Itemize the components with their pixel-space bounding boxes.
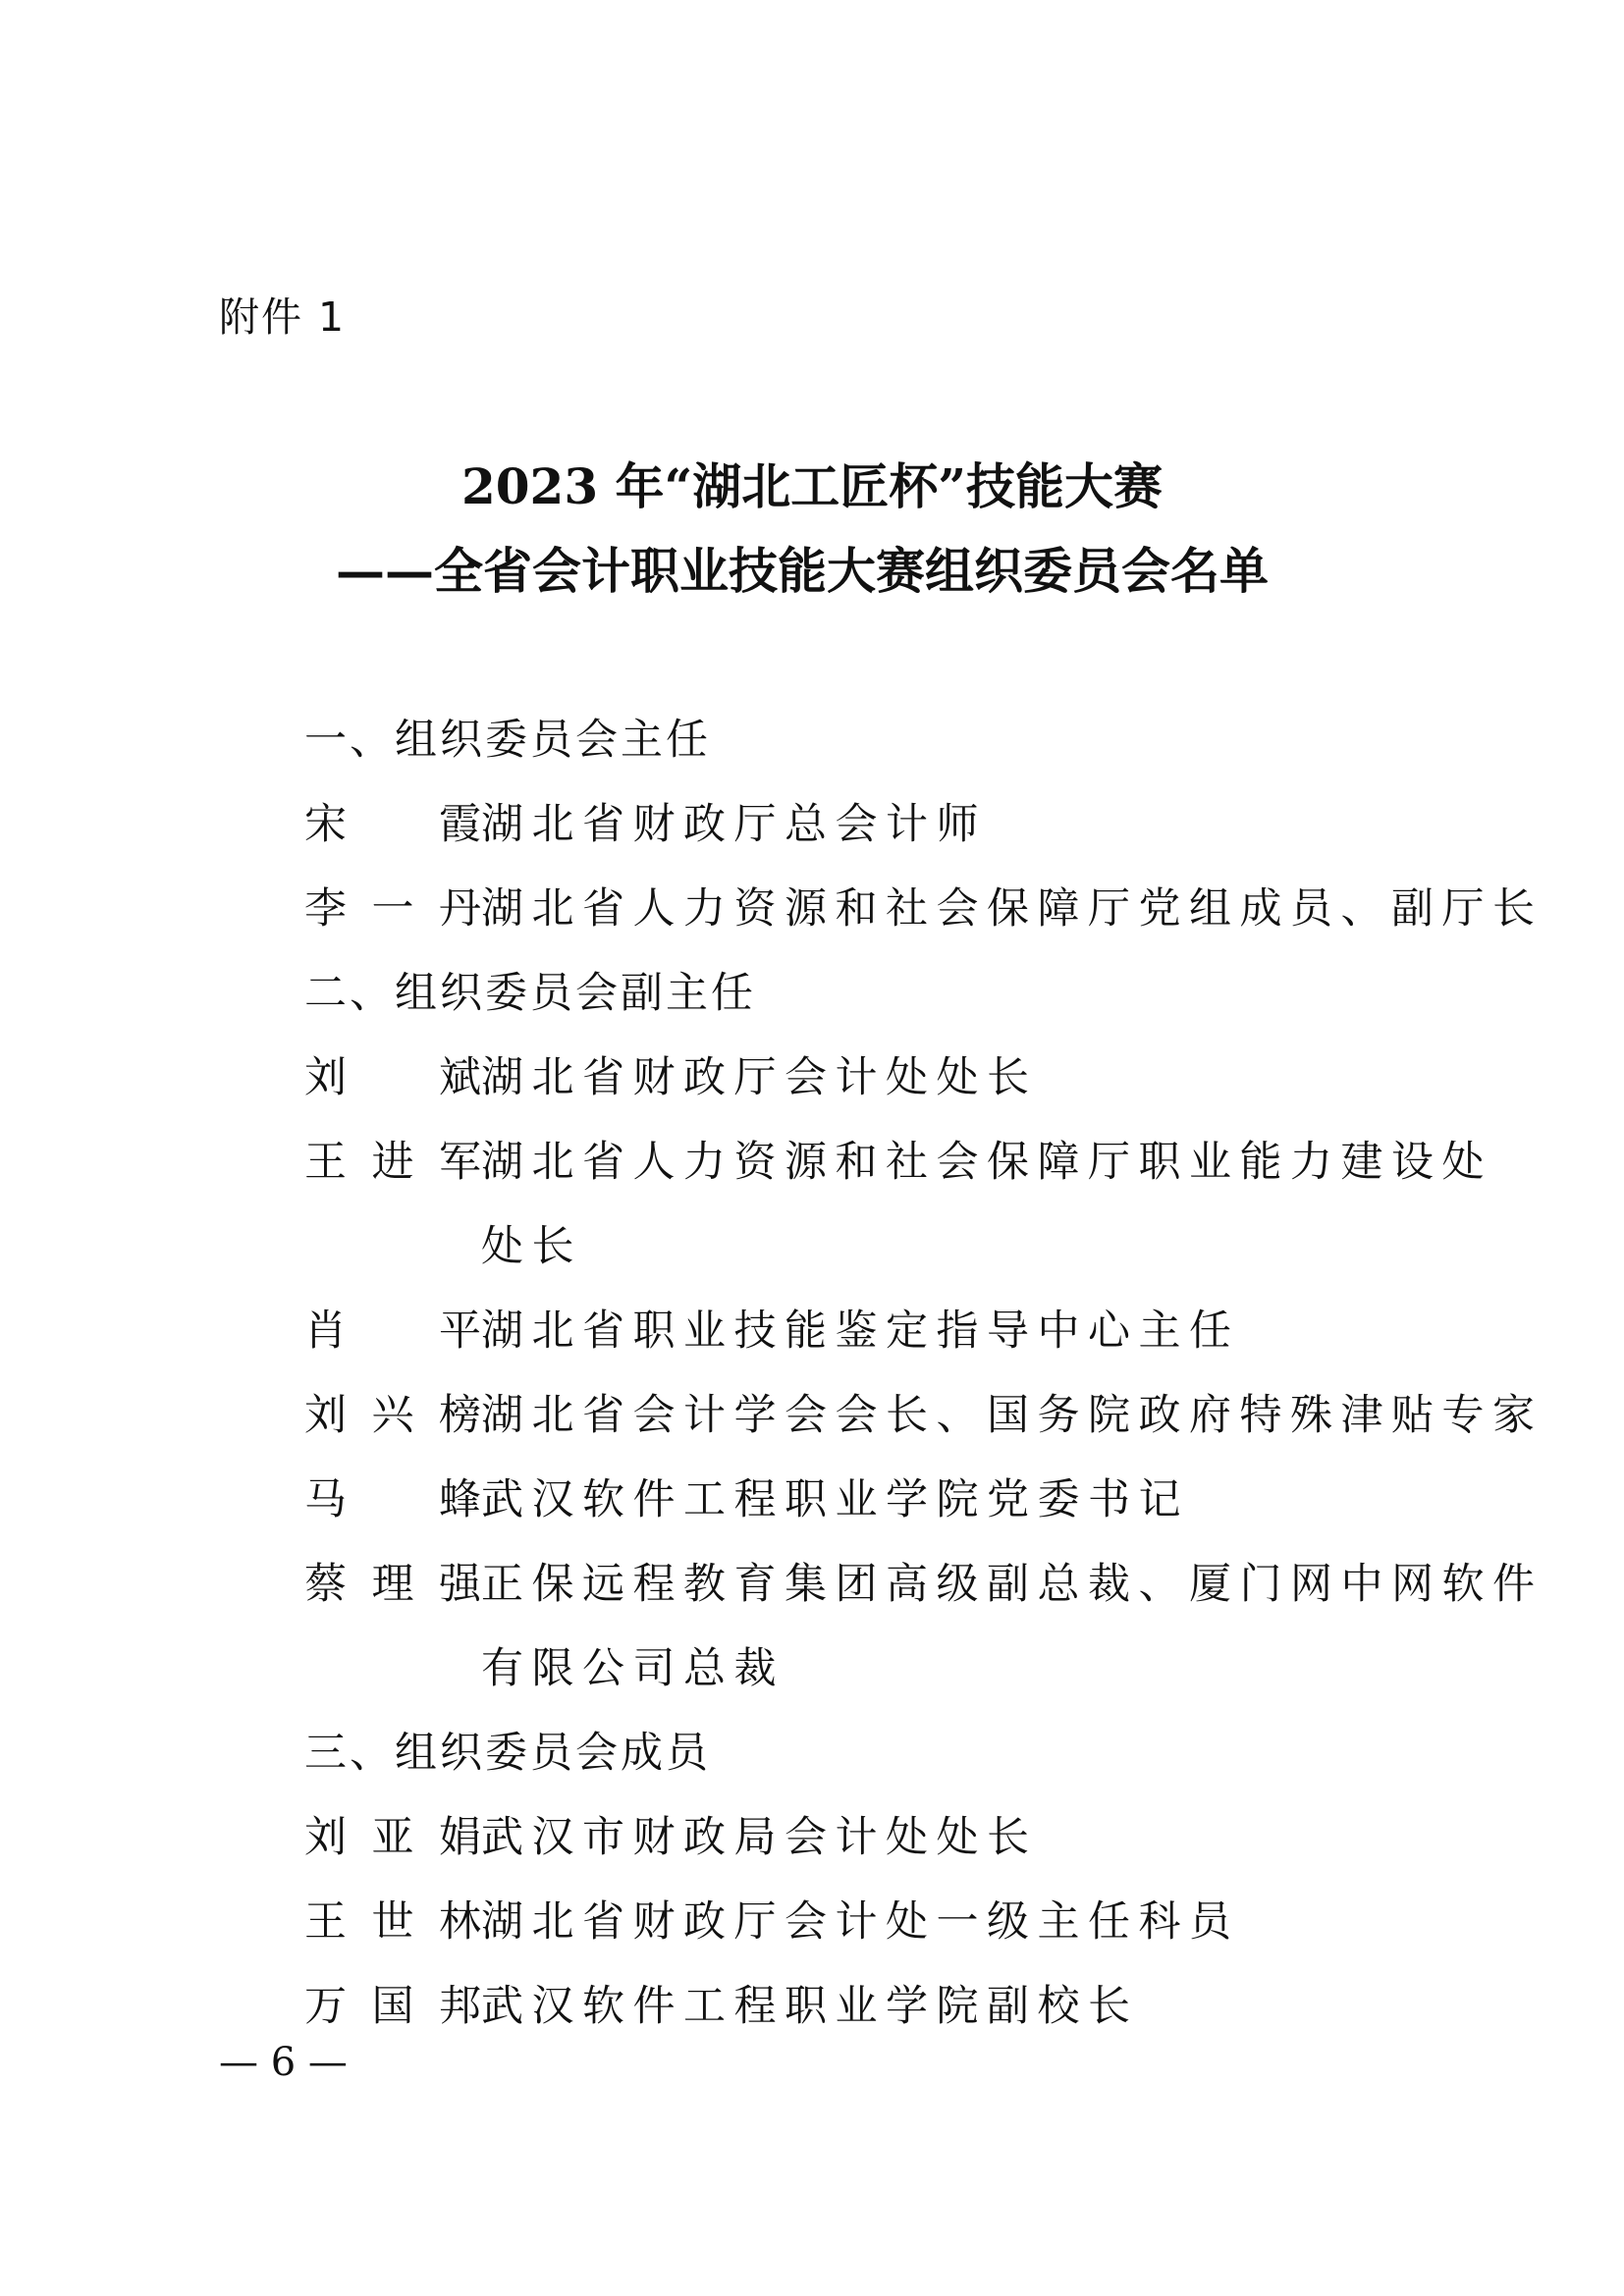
member-entry	[304, 1289, 1434, 1373]
section-heading-members: 三、组织委员会成员	[304, 1729, 711, 1778]
member-entry	[304, 1373, 1543, 1458]
member-role: 湖北省职业技能鉴定指导中心主任	[481, 1307, 1240, 1356]
member-name: 李一丹	[304, 884, 481, 934]
member-name: 刘亚娟	[304, 1813, 481, 1862]
member-role: 湖北省人力资源和社会保障厅职业能力建设处 处长	[481, 1138, 1492, 1271]
member-name: 万国邦	[304, 1982, 481, 2031]
member-entry	[304, 1795, 1434, 1880]
member-entry	[304, 782, 1434, 867]
attachment-label: 附件 1	[219, 294, 347, 341]
member-entry	[304, 1964, 1434, 2049]
member-name: 王世林	[304, 1897, 481, 1947]
page-number: — 6 —	[219, 2040, 348, 2085]
member-entry	[304, 867, 1543, 951]
member-role: 湖北省会计学会会长、国务院政府特殊津贴专家	[481, 1391, 1543, 1440]
member-role: 湖北省人力资源和社会保障厅党组成员、副厅长	[481, 884, 1543, 934]
member-name: 马蜂	[304, 1475, 481, 1524]
member-role: 武汉市财政局会计处处长	[481, 1813, 1038, 1862]
member-role: 湖北省财政厅会计处处长	[481, 1053, 1038, 1102]
member-role: 正保远程教育集团高级副总裁、厦门网中网软件 有限公司总裁	[481, 1560, 1543, 1693]
document-title-line1: 2023 年“湖北工匠杯”技能大赛	[460, 457, 1164, 515]
document-title-line2: ——全省会计职业技能大赛组织委员会名单	[336, 542, 1269, 600]
committee-list	[304, 698, 1543, 2049]
member-role: 湖北省财政厅会计处一级主任科员	[481, 1897, 1240, 1947]
member-role: 武汉软件工程职业学院副校长	[481, 1982, 1139, 2031]
member-name: 刘兴榜	[304, 1391, 481, 1440]
member-name: 刘斌	[304, 1053, 481, 1102]
member-name: 宋霞	[304, 800, 481, 849]
member-entry	[304, 1542, 1543, 1711]
member-entry	[304, 1458, 1434, 1542]
member-name: 肖平	[304, 1307, 481, 1356]
member-name: 蔡理强	[304, 1560, 481, 1609]
section-heading-deputy-director: 二、组织委员会副主任	[304, 969, 756, 1018]
member-role: 湖北省财政厅总会计师	[481, 800, 987, 849]
member-entry	[304, 1120, 1492, 1289]
member-role: 武汉软件工程职业学院党委书记	[481, 1475, 1189, 1524]
member-entry	[304, 1880, 1434, 1964]
section-heading-director: 一、组织委员会主任	[304, 716, 711, 765]
member-entry	[304, 1036, 1434, 1120]
member-name: 王进军	[304, 1138, 481, 1187]
